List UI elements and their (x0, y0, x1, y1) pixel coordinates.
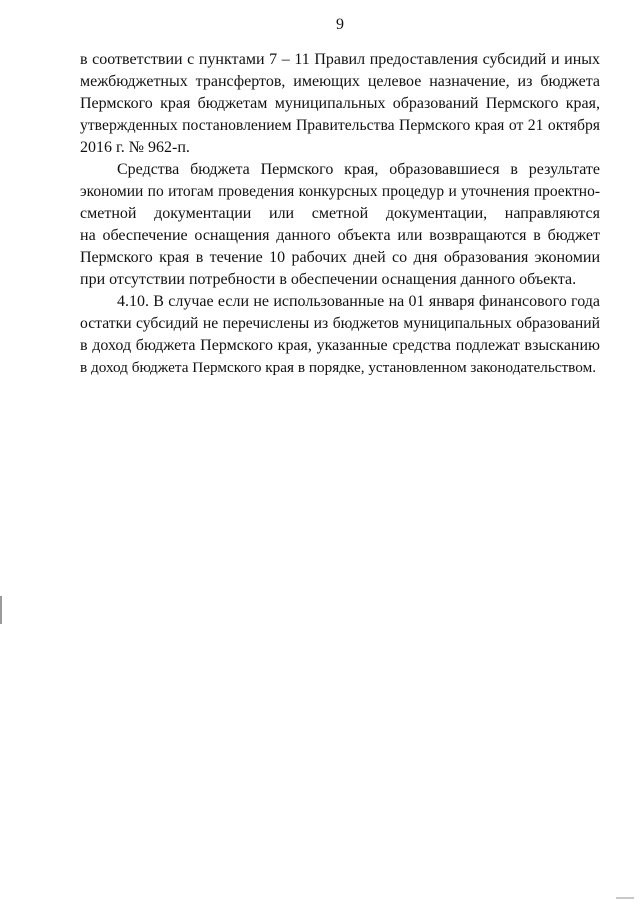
scan-margin-mark (0, 596, 2, 624)
page-number: 9 (336, 16, 344, 33)
text-line: в доход бюджета Пермского края в порядке, установленном законодательством. (80, 359, 596, 376)
text-line: в соответствии с пунктами 7 – 11 Правил предоставления субсидий и иных (80, 51, 600, 68)
text-line: утвержденных постановлением Правительства Пермского края от 21 октября (80, 117, 600, 134)
text-line: 2016 г. № 962-п. (80, 139, 190, 156)
text-line: на обеспечение оснащения данного объекта или возвращаются в бюджет (80, 227, 600, 244)
text-line: 4.10. В случае если не использованные на 01 января финансового года (117, 293, 600, 310)
text-line: при отсутствии потребности в обеспечении оснащения данного объекта. (80, 271, 577, 288)
text-line: экономии по итогам проведения конкурсных процедур и уточнения проектно- (80, 183, 600, 200)
text-line: Пермского края бюджетам муниципальных образований Пермского края, (80, 95, 600, 112)
scan-artifact (616, 897, 634, 899)
text-line: межбюджетных трансфертов, имеющих целевое назначение, из бюджета (80, 73, 600, 90)
text-line: в доход бюджета Пермского края, указанные средства подлежат взысканию (80, 337, 600, 354)
text-line: сметной документации или сметной документации, направляются (80, 205, 600, 222)
text-line: Пермского края в течение 10 рабочих дней со дня образования экономии (80, 249, 600, 266)
text-line: Средства бюджета Пермского края, образовавшиеся в результате (117, 161, 600, 178)
text-line: остатки субсидий не перечислены из бюджетов муниципальных образований (80, 315, 600, 332)
